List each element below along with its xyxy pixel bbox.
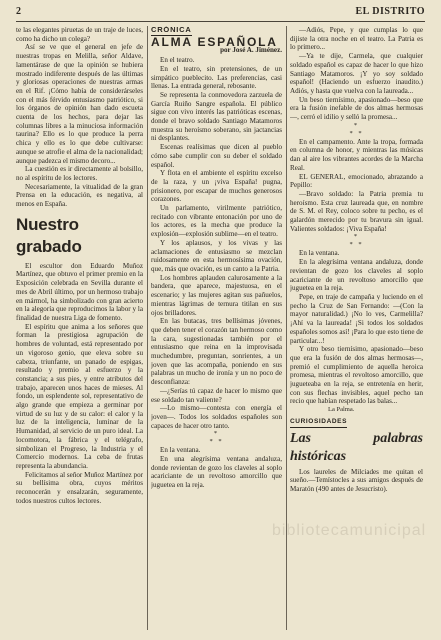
column-divider [147, 26, 148, 630]
section-separator: * * * [349, 233, 364, 249]
paragraph: Así se ve que el general en jefe de nuestras tropas en Melilla, señor Aldave, lamentárase de que la opinión se hubiera mostrado indiferente después de las últimas y gloriosas operaciones de nuestras armas en el Rif. ¡Cómo había de considerárseles con el más férvido entusiasmo patriótico, si los órganos de opinión han dado escueta cuenta de los hechos, para dejar las columnas libres a la minuciosa información taurina? Ello es lo que produce la perra chica y ello es lo que debe cultivarse: aunque se atrofie el alma de la nacionalidad; aunque padezca el mismo decoro... [16, 43, 143, 165]
paragraph: Escenas realísimas que dicen al pueblo cómo sabe cumplir con su deber el soldado español. [151, 143, 282, 169]
page-number: 2 [16, 6, 21, 17]
article-byline: por José A. Jiménez. [220, 46, 282, 55]
paragraph: El escultor don Eduardo Muñoz Martínez, que obtuvo el primer premio en la Exposición celebrada en Sevilla durante el mes de Abril último, por un hermoso trabajo en mármol, ha simbolizado con gran acierto en la alegoría que reproducimos la labor y la finalidad de nuestra Liga de fomento. [16, 261, 143, 322]
paragraph: —Bravo soldado: la Patria premia tu heroísmo. Esta cruz laureada que, en nombre de S. M. el Rey, coloco sobre tu pecho, es el galardón merecido por tu bravura sin igual. Valientes soldados: ¡Viva España! [290, 189, 423, 233]
column-left [16, 26, 143, 634]
paragraph: Un parlamento, virilmente patriótico, recitado con vibrante entonación por uno de los actores, es la mecha que produce la explosión—explosión sublime—en el teatro. [151, 204, 282, 239]
paragraph: —Lo mismo—contesta con energía el joven—. Todos los soldados españoles son capaces de hacer otro tanto. [151, 404, 282, 430]
header-rule [16, 21, 425, 22]
paragraph: En el teatro. [160, 56, 195, 65]
section-heading: Nuestro grabado [16, 214, 82, 256]
paragraph: Se representa la conmovedora zarzuela de García Ruiño Sangre española. El público sigue con vivo interés las patrióticas escenas, donde el bravo soldado Santiago Matamoros muestra su heroísmo soberano, sin jactancias ni desplantes. [151, 90, 282, 143]
section-label: CRÓNICA [151, 26, 192, 34]
section-separator: * * * [349, 121, 364, 137]
paragraph: En el campamento. Ante la tropa, formada en columna de honor, y mientras las músicas dan al aire los vibrantes acordes de la Marcha Real. [290, 137, 423, 172]
paragraph: EL GENERAL, emocionado, abrazando a Pepillo: [290, 172, 423, 190]
column-right [290, 26, 423, 634]
paragraph: —Ya te dije, Carmela, que cualquier soldado español es capaz de hacer lo que hizo Santiago Matamoros. ¡Y yo soy soldado español! (Haciendo un esfuerzo inaudito.) Adiós, y hasta que vuelva con la laureada... [290, 52, 423, 95]
paragraph: En la ventana. [160, 446, 201, 455]
paragraph: El espíritu que anima a los señores que forman la prestigiosa agrupación de hombres de voluntad, está representado por un vigoroso genio, que eleva sobre su cabeza, triunfante, un panado de espigas, resultado y premio al esfuerzo y la constancia; a sus pies, y entre atributos del trabajo, aparecen unos haces de mieses. Al fondo, un esplendente sol, representativo de algo grande que empieza a germinar por virtud de su luz y de su calor: el calor y la luz de la inteligencia, luminar de la Humanidad, al servicio de un puro ideal. La locomotora, la fábrica y el telégrafo, simbolizan el Progreso, la Industria y el Comercio modernos. La ceba de frutas representa la abundancia. [16, 322, 143, 470]
paragraph: Los hombres aplauden calurosamente a la bandera, que aparece, majestuosa, en el escenario; y las mujeres agitan sus pañuelos, mientras lágrimas de ternura titilan en sus ojos brilladores. [151, 273, 282, 317]
publication-title: EL DISTRITO [355, 6, 425, 17]
paragraph: Y flota en el ambiente el espíritu excelso de la raza, y un ¡viva España! pugna, prisionero, por escapar de muchos generosos corazones. [151, 169, 282, 204]
paragraph: La cuestión es ir directamente al bolsillo, no al espíritu de los lectores. [16, 165, 143, 182]
article-title: ALMA ESPAÑOLA [151, 34, 278, 49]
paragraph: Y los aplausos, y los vivas y las aclamaciones de entusiasmo se mezclan ruidosamente en esta hermosísima ovación, que, más que ovación, es un canto a la Patria. [151, 238, 282, 273]
section-heading: Las palabras históricas [290, 430, 423, 464]
paragraph: —Adiós, Pepe, y que cumplas lo que dijiste la otra noche en el teatro. La Patria es lo primero... [290, 26, 423, 52]
paragraph: En la alegrísima ventana andaluza, donde revientan de gozo los claveles al soplo acariciante de un revoltoso amorcillo que juguetea en la reja. [290, 258, 423, 293]
paragraph: Pepe, en traje de campaña y luciendo en el pecho la Cruz de San Fernando: —(Con la mayor naturalidad.) ¡No lo ves, Carmelilla? ¡Ahí va la laureada! ¡Si todos los soldados españoles somos así! ¡Para lo que esto tiene de particular...! [290, 292, 423, 345]
paragraph: te las elegantes piruetas de un traje de luces, como ha dicho un colega? [16, 26, 143, 43]
article-signature: La Palma. [328, 406, 355, 414]
paragraph: En una alegrísima ventana andaluza, donde revientan de gozo los claveles al soplo acariciante de un revoltoso amorcillo que juguetea en la reja. [151, 455, 282, 490]
paragraph: Y otro beso tiernísimo, apasionado—beso que era la fusión de dos almas hermosas—, premió el cumplimiento de aquella heroica promesa, mientras el revoltoso amorcillo, que jugueteaba en la reja, se entretenía en herir, con sus flechas invisibles, aquel pecho tan recio que habían respetado las balas... [290, 345, 423, 406]
paragraph: Necesariamente, la vitualidad de la gran Prensa en la educación, es negativa, al menos en España. [16, 182, 143, 209]
page-header [16, 6, 425, 20]
paragraph: Felicitamos al señor Muñoz Martínez por su bellísima obra, cuyos méritos reconocerán y ensalzarán, seguramente, todos nuestros cultos lectores. [16, 470, 143, 505]
paragraph: Un beso tiernísimo, apasionado—beso que era la fusión inefable de dos almas hermosas—, cerró el idilio y selló la promesa... [290, 95, 423, 122]
column-middle [151, 26, 282, 634]
paragraph: Los laureles de Milciades me quitan el sueño.—Temístocles a sus amigos después de Maratón (490 antes de Jesucristo). [290, 467, 423, 493]
watermark: bibliotecamunicipal [272, 522, 427, 539]
paragraph: En el teatro, sin pretensiones, de un simpático pueblecito. Las preferencias, casi llenas. La entrada general, rebosante. [151, 64, 282, 91]
paragraph: —¿Serías tú capaz de hacer lo mismo que ese soldado tan valiente? [151, 386, 282, 404]
paragraph: En la ventana. [299, 249, 340, 258]
section-separator: * * * [209, 430, 224, 446]
section-label: CURIOSIDADES [290, 418, 347, 428]
paragraph: En las butacas, tres bellísimas jóvenes, que deben tener el corazón tan hermoso como la cara, sugestionadas también por el entusiasmo que reina en la improvisada muchedumbre, preguntan, sonrientes, a un joven que las acompaña, poniendo en sus palabras un mucho de ironía y un no poco de desconfianza: [151, 317, 282, 387]
